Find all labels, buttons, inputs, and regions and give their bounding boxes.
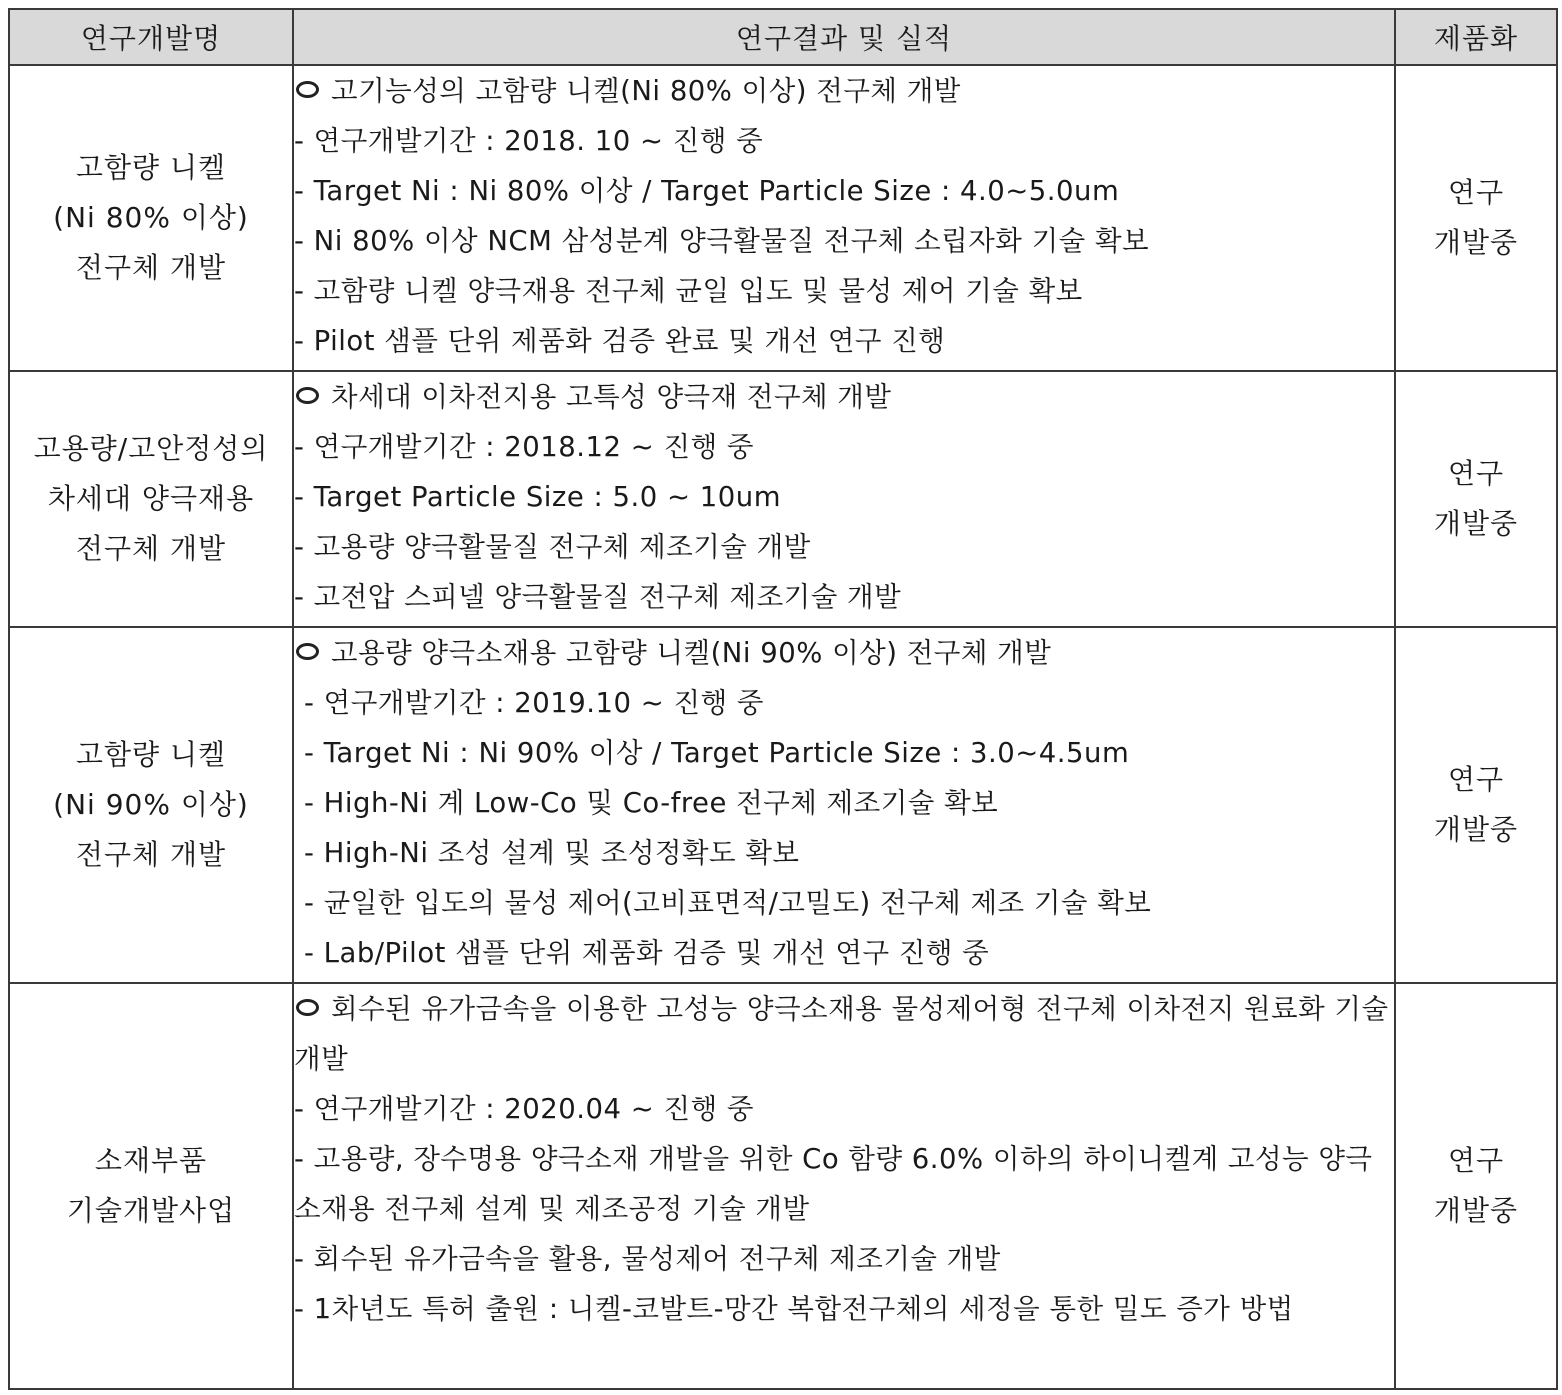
status-line: 개발중 [1433, 226, 1519, 259]
project-name-cell [9, 627, 293, 983]
project-name-line: 전구체 개발 [75, 838, 227, 871]
project-name-line: 고용량/고안정성의 [33, 432, 269, 465]
circle-bullet-icon [296, 643, 319, 660]
result-item: - 고용량, 장수명용 양극소재 개발을 위한 Co 함량 6.0% 이하의 하이니켈계 고성능 양극소재용 전구체 설계 및 제조공정 기술 개발 [294, 1143, 1373, 1225]
status-line: 개발중 [1433, 507, 1519, 540]
result-item: - 회수된 유가금속을 활용, 물성제어 전구체 제조기술 개발 [294, 1243, 1001, 1275]
status-cell [1395, 371, 1557, 627]
results-cell [293, 627, 1395, 983]
project-name-line: 기술개발사업 [66, 1194, 236, 1227]
result-item: - Pilot 샘플 단위 제품화 검증 완료 및 개선 연구 진행 [294, 325, 946, 357]
header-results: 연구결과 및 실적 [293, 9, 1395, 65]
status-cell [1395, 983, 1557, 1389]
result-item: - 균일한 입도의 물성 제어(고비표면적/고밀도) 전구체 제조 기술 확보 [304, 887, 1152, 919]
result-item: - 연구개발기간 : 2019.10 ~ 진행 중 [304, 687, 764, 719]
result-title [294, 66, 1394, 116]
project-name-line: (Ni 80% 이상) [53, 201, 249, 234]
result-title-text: 회수된 유가금속을 이용한 고성능 양극소재용 물성제어형 전구체 이차전지 원료화 기술 개발 [294, 993, 1389, 1075]
results-cell [293, 65, 1395, 371]
result-title-text: 고기능성의 고함량 니켈(Ni 80% 이상) 전구체 개발 [331, 75, 961, 107]
circle-bullet-icon [296, 999, 319, 1016]
result-item: - Target Ni : Ni 80% 이상 / Target Particle Size : 4.0~5.0um [294, 175, 1120, 207]
status-line: 개발중 [1433, 813, 1519, 846]
table-row [9, 627, 1557, 983]
result-item: - 고전압 스피넬 양극활물질 전구체 제조기술 개발 [294, 581, 902, 613]
circle-bullet-icon [296, 81, 319, 98]
result-item: - 1차년도 특허 출원 : 니켈-코발트-망간 복합전구체의 세정을 통한 밀도 증가 방법 [294, 1293, 1294, 1325]
result-title [294, 372, 1394, 422]
result-item: - Target Ni : Ni 90% 이상 / Target Particle Size : 3.0~4.5um [304, 737, 1130, 769]
status-line: 연구 [1447, 176, 1505, 209]
result-title [294, 628, 1394, 678]
result-item: - High-Ni 조성 설계 및 조성정확도 확보 [304, 837, 800, 869]
result-item: - 연구개발기간 : 2018. 10 ~ 진행 중 [294, 125, 764, 157]
results-cell [293, 983, 1395, 1389]
header-row [9, 9, 1557, 65]
result-item: - High-Ni 계 Low-Co 및 Co-free 전구체 제조기술 확보 [304, 787, 999, 819]
project-name-line: (Ni 90% 이상) [53, 788, 249, 821]
result-item: - 연구개발기간 : 2018.12 ~ 진행 중 [294, 431, 754, 463]
project-name-line: 전구체 개발 [75, 251, 227, 284]
status-cell [1395, 627, 1557, 983]
project-name-line: 전구체 개발 [75, 532, 227, 565]
result-item: - 고용량 양극활물질 전구체 제조기술 개발 [294, 531, 811, 563]
result-item: - 고함량 니켈 양극재용 전구체 균일 입도 및 물성 제어 기술 확보 [294, 275, 1083, 307]
status-cell [1395, 65, 1557, 371]
result-title-text: 차세대 이차전지용 고특성 양극재 전구체 개발 [331, 381, 892, 413]
rnd-results-table [8, 8, 1558, 1390]
table-row [9, 983, 1557, 1389]
result-item: - Ni 80% 이상 NCM 삼성분계 양극활물질 전구체 소립자화 기술 확보 [294, 225, 1150, 257]
table-row [9, 371, 1557, 627]
table-row [9, 65, 1557, 371]
project-name-cell [9, 65, 293, 371]
header-commercialization: 제품화 [1395, 9, 1557, 65]
project-name-line: 고함량 니켈 [75, 738, 227, 771]
status-line: 연구 [1447, 763, 1505, 796]
project-name-cell [9, 983, 293, 1389]
header-project-name: 연구개발명 [9, 9, 293, 65]
project-name-cell [9, 371, 293, 627]
project-name-line: 고함량 니켈 [75, 151, 227, 184]
project-name-line: 차세대 양극재용 [47, 482, 255, 515]
result-title [294, 984, 1394, 1084]
result-title-text: 고용량 양극소재용 고함량 니켈(Ni 90% 이상) 전구체 개발 [331, 637, 1052, 669]
result-item: - 연구개발기간 : 2020.04 ~ 진행 중 [294, 1093, 754, 1125]
result-item: - Lab/Pilot 샘플 단위 제품화 검증 및 개선 연구 진행 중 [304, 937, 990, 969]
status-line: 연구 [1447, 1144, 1505, 1177]
result-item: - Target Particle Size : 5.0 ~ 10um [294, 481, 782, 513]
results-cell [293, 371, 1395, 627]
project-name-line: 소재부품 [94, 1144, 208, 1177]
status-line: 개발중 [1433, 1194, 1519, 1227]
status-line: 연구 [1447, 457, 1505, 490]
circle-bullet-icon [296, 387, 319, 404]
